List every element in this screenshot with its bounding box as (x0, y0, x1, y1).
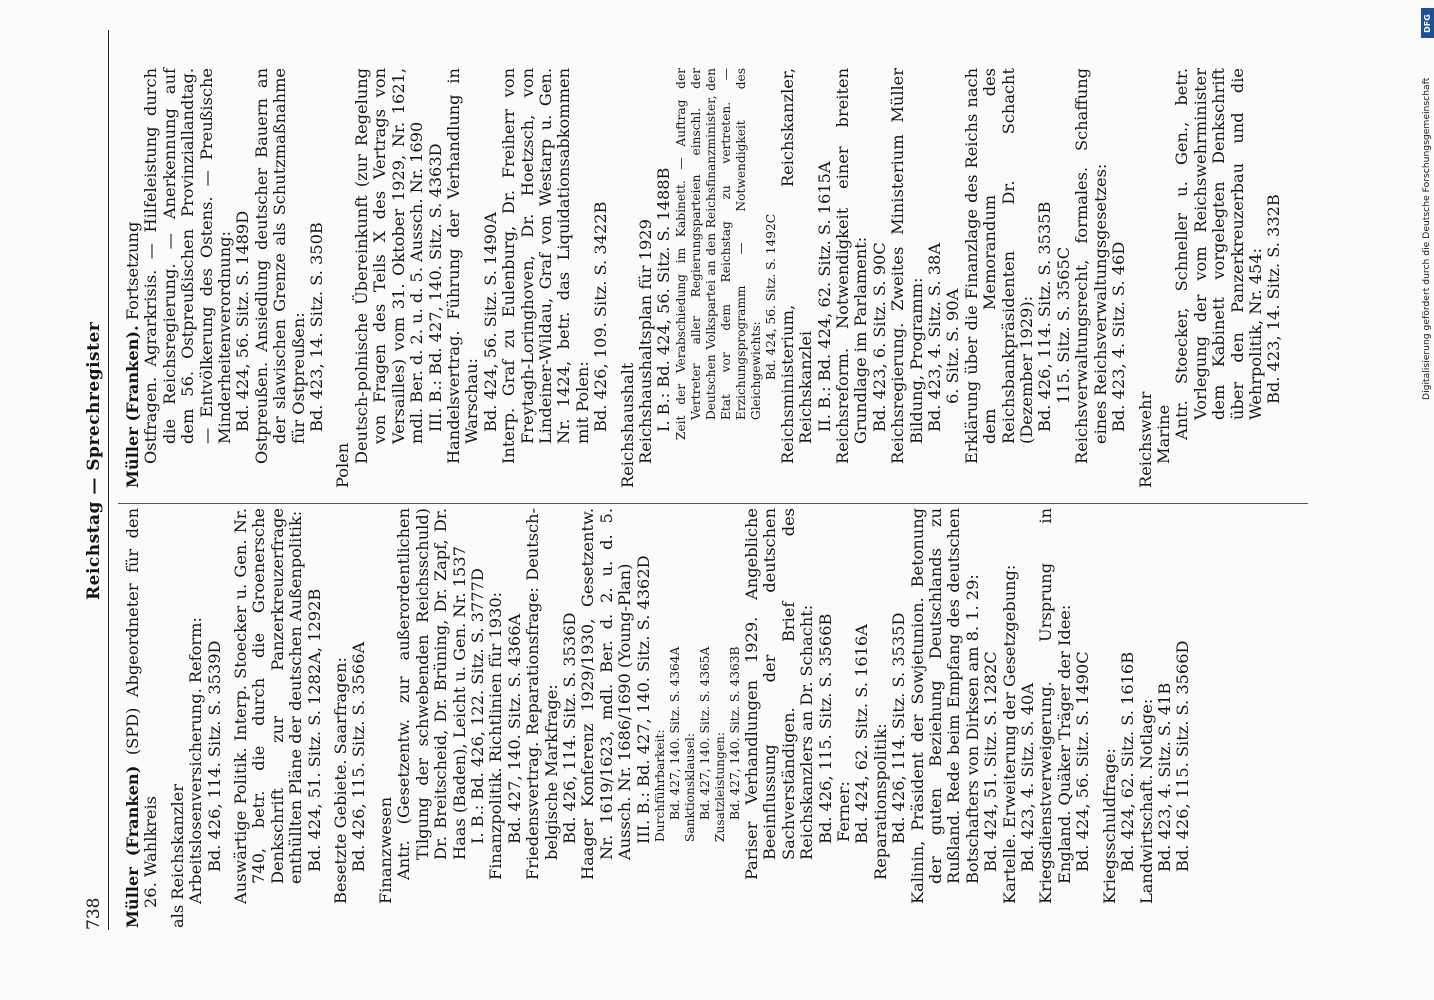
register-entry: Bd. 423, 4. Sitz. S. 46D (1109, 241, 1129, 432)
register-entry: Besetzte Gebiete. Saarfragen: (331, 657, 351, 904)
page-number: 738 (84, 897, 104, 930)
column-divider (118, 503, 1308, 504)
register-entry: Landwirtschaft. Notlage: (1136, 698, 1156, 904)
entry-heading: Müller (Franken) (123, 765, 142, 928)
register-entry: Bd. 426, 114. Sitz. S. 3536D (559, 612, 579, 844)
register-entry: I. B.: Bd. 426, 122. Sitz. S. 3777D (467, 568, 487, 844)
entry-heading: Müller (Franken). (123, 325, 142, 488)
register-entry: III. B.: Bd. 427, 140. Sitz. S. 4363D (425, 143, 445, 432)
register-entry: 6. Sitz. S. 90A (943, 288, 963, 404)
entry-text: (SPD) Abgeordneter für den 26. Wahlkreis (123, 507, 161, 908)
register-entry: Reichshaushaltsplan für 1929 (635, 219, 655, 464)
register-entry: Antr. Stoecker, Schneller u. Gen., betr. Vorlegung der vom Reichswehrminister dem Kabinett vorgelegten Denkschrift über den Panzerkreuzerbau und die Wehrpolitik, Nr. 454: (1172, 68, 1265, 440)
left-column (124, 508, 1193, 928)
register-entry: Erklärung über die Finanzlage des Reichs nach dem Memorandum des Reichsbankpräsidenten Dr. Schacht (Dezember 1929): (961, 68, 1037, 464)
register-entry: Bd. 427, 140. Sitz. S. 4363B (727, 646, 742, 820)
register-entry: Bd. 423, 14. Sitz. S. 332B (1264, 194, 1284, 404)
register-entry: Bd. 426, 115. Sitz. S. 3566B (815, 613, 835, 844)
register-entry: Bd. 426, 115. Sitz. S. 3566A (349, 641, 369, 872)
register-entry: Ostfragen. Agrarkrisis. — Hilfeleistung durch die Reichsregierung. — Anerkennung auf dem 56. Ostpreußischen Provinziallandtag. — Entvölkerung des Ostens. — Preußische Minderheitenverordnung: (141, 68, 235, 464)
register-entry: Polen (333, 442, 353, 488)
register-entry: Zusatzleistungen: (712, 732, 727, 842)
register-entry: Bd. 424, 51. Sitz. S. 1282A, 1292B (304, 588, 324, 872)
register-entry: Reichsministerium, Reichskanzler, Reichskanzlei (777, 68, 816, 464)
register-entry: Handelsvertrag. Führung der Verhandlung in Warschau: (443, 68, 482, 464)
entry-text: Fortsetzung (123, 221, 142, 326)
register-entry: Bd. 424, 56. Sitz. S. 1492C (763, 213, 778, 380)
register-entry: Kriegsschuldfrage: (1099, 748, 1119, 904)
register-entry: Bd. 424, 62. Sitz. S. 1616B (1118, 651, 1138, 872)
register-entry: Friedensvertrag. Reparationsfrage: Deutsch-belgische Markfrage: (523, 508, 561, 880)
register-entry: Finanzpolitik. Richtlinien für 1930: (486, 591, 506, 880)
register-entry: Bd. 424, 56. Sitz. S. 1489D (233, 210, 253, 432)
right-column (124, 68, 1284, 488)
register-entry (124, 68, 142, 488)
register-entry: Bd. 424, 62. Sitz. S. 1616A (852, 624, 872, 844)
header-rule (108, 30, 109, 930)
register-entry: Interp. Graf zu Eulenburg, Dr. Freiherr von Freytagh-Loringhoven, Dr. Hoetzsch, von Lindeiner-Wildau, Graf von Westarp u. Gen. Nr. 1424, betr. das Liquidationsabkommen mit Polen: (499, 68, 592, 464)
register-entry: Reichswehr (1135, 391, 1155, 488)
register-entry: Marine (1153, 404, 1173, 464)
running-header-title: Reichstag — Sprechregister (84, 321, 104, 600)
register-entry: Deutsch-polnische Übereinkunft (zur Regelung von Fragen des Teils X des Vertrags von Versailles) vom 31. Oktober 1929, Nr. 1621, mdl. Ber. d. 2. u. d. 5. Aussch. Nr. 1690 (351, 68, 427, 464)
register-entry: Auswärtige Politik. Interp. Stoecker u. Gen. Nr. 740, betr. die durch die Groenersche Denkschrift zur Panzerkreuzerfrage enthüllten Pläne der deutschen Außenpolitik: (231, 508, 306, 904)
register-entry: Ostpreußen. Ansiedlung deutscher Bauern an der slawischen Grenze als Schutzmaßnahme für Ostpreußen: (251, 68, 308, 464)
register-entry: Durchführbarkeit: (652, 729, 667, 842)
register-entry: 115. Sitz. S. 3565C (1053, 246, 1073, 404)
register-entry: Pariser Verhandlungen 1929. Angebliche Beeinflussung der deutschen Sachverständigen. Brief des Reichskanzlers an Dr. Schacht: (741, 508, 817, 880)
register-entry: Reichsverwaltungsrecht, formales. Schaffung eines Reichsverwaltungsgesetzes: (1072, 68, 1110, 464)
register-entry: Arbeitslosenversicherung. Reform: (186, 617, 206, 904)
register-entry: Bd. 423, 4. Sitz. S. 38A (925, 242, 945, 432)
register-entry: Ferner: (834, 781, 853, 842)
register-entry: III. B.: Bd. 427, 140. Sitz. S. 4362D (633, 555, 653, 844)
register-entry: Bd. 426, 114. Sitz. S. 3535D (889, 612, 909, 844)
register-entry: Bd. 423, 4. Sitz. S. 40A (1018, 682, 1038, 872)
register-entry: Reichshaushalt (617, 362, 637, 488)
register-entry: Bd. 427, 140. Sitz. S. 4364A (667, 646, 682, 820)
digitization-credit-strip (1420, 8, 1434, 400)
digitization-credit: Digitalisierung gefördert durch die Deutsche Forschungsgemeinschaft (1421, 77, 1432, 400)
register-entry: Bd. 424, 56. Sitz. S. 1490C (1073, 651, 1093, 872)
register-entry: II. B.: Bd. 424, 62. Sitz. S. 1615A (814, 161, 834, 432)
register-entry: Haager Konferenz 1929/1930, Gesetzentw. Nr. 1619/1623, mdl. Ber. d. 2. u. d. 5. Aussch. Nr. 1686/1690 (Young-Plan) (578, 508, 635, 880)
register-entry: Bd. 423, 6. Sitz. S. 90C (869, 242, 889, 432)
register-entry: Zeit der Verabschiedung im Kabinett. — Auftrag der Vertreter aller Regierungsparteien einschl. der Deutschen Volkspartei an den Reichsfinanzminister, den Etat vor dem Reichstag zu vertreten. — Erzichungsprogramm — Notwendigkeit des Gleichgewichts: (673, 68, 763, 440)
register-entry: Bd. 427, 140. Sitz. S. 4366A (504, 613, 524, 844)
register-entry: Bd. 427, 140. Sitz. S. 4365A (697, 646, 712, 820)
register-entry: als Reichskanzler (167, 784, 187, 928)
register-entry: Reichsregierung. Zweites Ministerium Müller Bildung, Programm: (888, 68, 926, 464)
register-entry: Bd. 424, 51. Sitz. S. 1282C (981, 651, 1001, 872)
register-entry: Sanktionsklausel: (682, 733, 697, 842)
register-entry: Bd. 423, 4. Sitz. S. 41B (1154, 682, 1174, 872)
register-entry: Bd. 424, 56. Sitz. S. 1490A (480, 212, 500, 432)
register-entry: I. B.: Bd. 424, 56. Sitz. S. 1488B (654, 167, 674, 432)
register-entry: Kalinin, Präsident der Sowjetunion. Betonung der guten Beziehung Deutschlands zu Rußland. Rede beim Empfang des deutschen Botschafters von Dirksen am 8. 1. 29: (907, 508, 982, 904)
dfg-logo: DFG (1421, 8, 1434, 38)
register-entry: Bd. 426, 115. Sitz. S. 3566D (1173, 640, 1193, 872)
register-entry: Kriegsdienstverweigerung. Ursprung in England. Quäker Träger der Idee: (1036, 508, 1074, 904)
register-entry: Finanzwesen (375, 796, 395, 904)
register-entry: Bd. 426, 114. Sitz. S. 3539D (204, 640, 224, 872)
register-entry: Bd. 426, 109. Sitz. S. 3422B (591, 201, 611, 432)
register-entry (124, 508, 161, 928)
register-entry: Bd. 423, 14. Sitz. S. 350B (307, 222, 327, 432)
register-entry: Antr. (Gesetzentw. zur außerordentlichen Tilgung der schwebenden Reichsschuld) Dr. Breitscheid, Dr. Brüning, Dr. Zapf, Dr. Haas (Baden), Leicht u. Gen. Nr. 1537 (394, 508, 469, 880)
register-entry: Reichsreform. Notwendigkeit einer breiten Grundlage im Parlament: (833, 68, 871, 464)
register-entry: Kartelle. Erweiterung der Gesetzgebung: (999, 564, 1019, 904)
register-entry: Bd. 426, 114. Sitz. S. 3535B (1035, 201, 1055, 432)
register-entry: Reparationspolitik: (870, 723, 890, 880)
